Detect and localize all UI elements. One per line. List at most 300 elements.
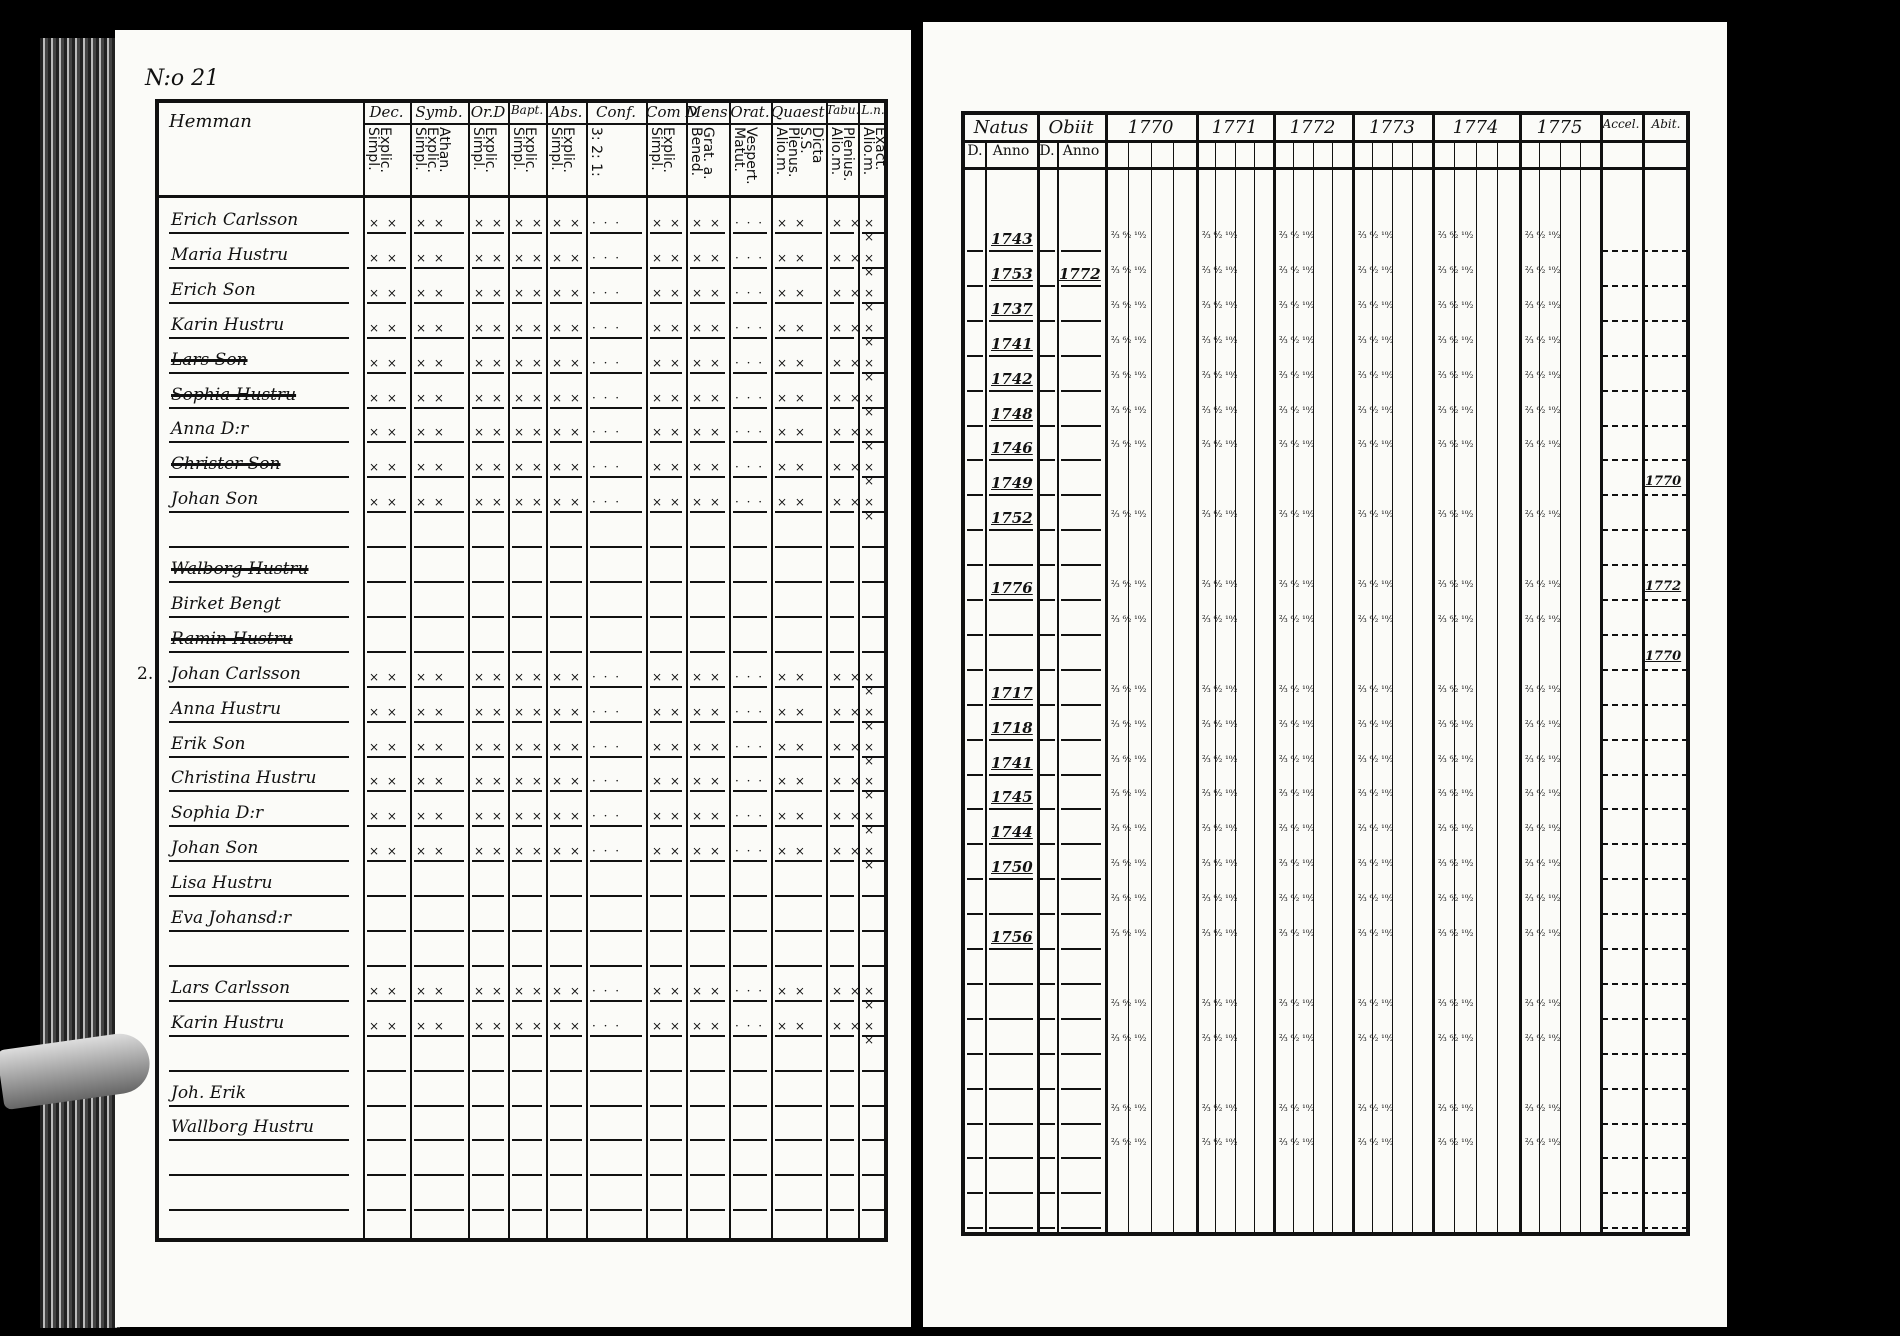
tally-mark: × × <box>552 495 582 510</box>
tally-mark: × × <box>552 739 582 754</box>
cell-underline <box>367 1139 406 1141</box>
exam-tally: ⅔ ⁶⁄₂ ¹⁰⁄₂ <box>1438 335 1474 346</box>
row-underline <box>1602 355 1688 357</box>
row-underline <box>1061 634 1101 636</box>
column-divider <box>1037 115 1040 1232</box>
tally-mark: × × <box>416 425 446 440</box>
cell-underline <box>590 790 642 792</box>
exam-tally: ⅔ ⁶⁄₂ ¹⁰⁄₂ <box>1525 929 1561 939</box>
cell-underline <box>830 1070 854 1072</box>
cell-underline <box>414 721 464 723</box>
cell-underline <box>367 721 406 723</box>
tally-mark: × × <box>474 285 504 300</box>
column-divider <box>729 103 731 1238</box>
exam-tally: ⅔ ⁶⁄₂ ¹⁰⁄₂ <box>1202 754 1238 765</box>
cell-underline <box>367 232 406 234</box>
column-divider <box>1196 115 1199 1232</box>
cell-underline <box>472 825 504 827</box>
cell-underline <box>650 616 682 618</box>
tally-mark: × × <box>416 1018 446 1033</box>
exam-tally: ⅔ ⁶⁄₂ ¹⁰⁄₂ <box>1438 405 1474 416</box>
row-underline <box>989 1157 1033 1159</box>
row-underline <box>967 599 983 601</box>
tally-mark: × × <box>777 809 807 824</box>
column-subheader: 3: 2: 1: <box>588 127 604 177</box>
tally-mark: × × <box>416 390 446 405</box>
cell-underline <box>775 895 822 897</box>
year-subcolumn-divider <box>1173 142 1174 1232</box>
row-underline <box>967 250 983 252</box>
cell-underline <box>862 1139 884 1141</box>
row-underline <box>989 843 1033 845</box>
row-underline <box>169 616 349 618</box>
cell-underline <box>862 1070 884 1072</box>
tally-mark: × × <box>369 495 399 510</box>
cell-underline <box>550 790 582 792</box>
cell-underline <box>367 546 406 548</box>
row-underline <box>1039 808 1055 810</box>
tally-mark: × × <box>652 460 682 475</box>
cell-underline <box>472 546 504 548</box>
tally-mark: · · · <box>592 250 622 265</box>
tally-mark: × × <box>832 460 862 475</box>
exam-tally: ⅔ ⁶⁄₂ ¹⁰⁄₂ <box>1438 1138 1474 1149</box>
page-number: N:o 21 <box>145 66 220 91</box>
cell-underline <box>512 372 542 374</box>
cell-underline <box>512 1070 542 1072</box>
natus-year: 1718 <box>991 718 1033 737</box>
row-underline <box>1061 425 1101 427</box>
tally-mark: × × <box>652 1018 682 1033</box>
row-underline <box>989 599 1033 601</box>
cell-underline <box>367 1105 406 1107</box>
column-header: Quaest. <box>771 103 830 121</box>
person-name: Johan Son <box>171 489 259 510</box>
exam-tally: ⅔ ⁶⁄₂ ¹⁰⁄₂ <box>1525 510 1561 521</box>
tally-mark: × × <box>652 704 682 719</box>
cell-underline <box>367 1070 406 1072</box>
tally-mark: · · · <box>735 390 765 405</box>
tally-mark: × × <box>474 774 504 789</box>
tally-mark: × × <box>369 285 399 300</box>
cell-underline <box>830 337 854 339</box>
tally-mark: × × <box>369 844 399 859</box>
natus-year: 1744 <box>991 823 1033 842</box>
tally-mark: × × <box>652 774 682 789</box>
tally-mark: × × <box>777 460 807 475</box>
exam-tally: ⅔ ⁶⁄₂ ¹⁰⁄₂ <box>1525 789 1561 800</box>
cell-underline <box>472 1070 504 1072</box>
exam-tally: ⅔ ⁶⁄₂ ¹⁰⁄₂ <box>1358 440 1394 451</box>
exam-tally: ⅔ ⁶⁄₂ ¹⁰⁄₂ <box>1525 859 1561 870</box>
cell-underline <box>775 860 822 862</box>
cell-underline <box>733 930 767 932</box>
row-underline <box>1061 774 1101 776</box>
row-underline <box>1039 494 1055 496</box>
tally-mark: · · · <box>592 216 622 230</box>
exam-tally: ⅔ ⁶⁄₂ ¹⁰⁄₂ <box>1111 929 1147 939</box>
person-name: Anna Hustru <box>171 698 282 719</box>
tally-mark: · · · <box>735 216 765 230</box>
tally-mark: × × <box>552 844 582 859</box>
cell-underline <box>550 441 582 443</box>
tally-mark: · · · <box>735 669 765 684</box>
cell-underline <box>414 790 464 792</box>
row-underline <box>1602 948 1688 950</box>
cell-underline <box>550 1000 582 1002</box>
column-header: 1772 <box>1289 117 1336 138</box>
tally-mark: × × <box>832 425 862 440</box>
tally-mark: × × <box>832 355 862 370</box>
row-underline <box>1602 739 1688 741</box>
cell-underline <box>414 1105 464 1107</box>
natus-year: 1776 <box>991 579 1033 597</box>
tally-mark: × × <box>692 320 722 335</box>
row-underline <box>989 704 1033 706</box>
row-underline <box>169 651 349 653</box>
column-divider <box>546 103 548 1238</box>
tally-mark: × × <box>832 809 862 824</box>
exam-tally: ⅔ ⁶⁄₂ ¹⁰⁄₂ <box>1358 789 1394 800</box>
cell-underline <box>733 686 767 688</box>
cell-underline <box>775 651 822 653</box>
row-underline <box>1061 1053 1101 1055</box>
cell-underline <box>512 476 542 478</box>
exam-tally: ⅔ ⁶⁄₂ ¹⁰⁄₂ <box>1358 998 1394 1009</box>
row-underline <box>967 913 983 915</box>
row-underline <box>1602 529 1688 531</box>
row-underline <box>1602 983 1688 985</box>
cell-underline <box>512 686 542 688</box>
exam-tally: ⅔ ⁶⁄₂ ¹⁰⁄₂ <box>1111 1103 1147 1114</box>
person-name: Birket Bengt <box>171 593 281 614</box>
register-table <box>961 111 1690 1236</box>
tally-mark: × × <box>416 285 446 300</box>
cell-underline <box>830 825 854 827</box>
row-underline <box>1039 704 1055 706</box>
cell-underline <box>690 965 725 967</box>
tally-mark: × × <box>552 390 582 405</box>
tally-mark: · · · <box>735 844 765 859</box>
natus-year: 1743 <box>991 230 1033 248</box>
exam-tally: ⅔ ⁶⁄₂ ¹⁰⁄₂ <box>1438 440 1474 451</box>
exam-tally: ⅔ ⁶⁄₂ ¹⁰⁄₂ <box>1358 859 1394 870</box>
tally-mark: · · · <box>592 809 622 824</box>
tally-mark: × × <box>474 460 504 475</box>
tally-mark: · · · <box>592 425 622 440</box>
cell-underline <box>590 1209 642 1211</box>
cell-underline <box>733 790 767 792</box>
row-underline <box>1061 878 1101 880</box>
cell-underline <box>590 756 642 758</box>
row-underline <box>989 285 1033 287</box>
column-divider <box>646 103 648 1238</box>
cell-underline <box>690 790 725 792</box>
natus-year: 1737 <box>991 299 1033 318</box>
tally-mark: · · · <box>592 390 622 405</box>
row-underline <box>967 808 983 810</box>
tally-mark: · · · <box>735 460 765 475</box>
tally-mark: · · · <box>735 983 765 998</box>
cell-underline <box>650 511 682 513</box>
cell-underline <box>830 372 854 374</box>
cell-underline <box>550 337 582 339</box>
column-header: Accel. <box>1602 117 1640 131</box>
cell-underline <box>414 1139 464 1141</box>
tally-mark: × × <box>864 669 877 698</box>
person-name: Karin Hustru <box>171 1012 285 1033</box>
tally-mark: × × <box>369 390 399 405</box>
cell-underline <box>367 511 406 513</box>
cell-underline <box>512 860 542 862</box>
right-page <box>923 22 1727 1327</box>
row-underline <box>967 669 983 671</box>
row-underline <box>1061 1157 1101 1159</box>
column-subheader: Explic. Simpl. <box>648 127 676 173</box>
tally-mark: × × <box>369 250 399 265</box>
person-name: Johan Son <box>171 838 259 859</box>
tally-mark: × × <box>864 1018 877 1047</box>
tally-mark: × × <box>474 320 504 335</box>
cell-underline <box>472 1139 504 1141</box>
tally-mark: × × <box>369 425 399 440</box>
exam-tally: ⅔ ⁶⁄₂ ¹⁰⁄₂ <box>1202 614 1238 625</box>
cell-underline <box>733 441 767 443</box>
cell-underline <box>830 930 854 932</box>
row-underline <box>169 686 349 688</box>
tally-mark: × × <box>652 355 682 370</box>
cell-underline <box>367 581 406 583</box>
row-underline <box>1602 494 1688 496</box>
tally-mark: × × <box>514 355 544 370</box>
cell-underline <box>733 1105 767 1107</box>
cell-underline <box>512 721 542 723</box>
tally-mark: × × <box>832 774 862 789</box>
cell-underline <box>830 441 854 443</box>
cell-underline <box>775 1174 822 1176</box>
row-underline <box>1039 983 1055 985</box>
person-name: Lars Carlsson <box>171 977 291 998</box>
cell-underline <box>414 337 464 339</box>
row-underline <box>1061 1192 1101 1194</box>
row-underline <box>1602 1192 1688 1194</box>
exam-tally: ⅔ ⁶⁄₂ ¹⁰⁄₂ <box>1358 894 1394 905</box>
row-underline <box>1061 739 1101 741</box>
cell-underline <box>862 616 884 618</box>
cell-underline <box>862 965 884 967</box>
row-underline <box>967 739 983 741</box>
row-underline <box>989 355 1033 357</box>
row-underline <box>1039 1227 1055 1229</box>
row-underline <box>169 232 349 234</box>
cell-underline <box>550 581 582 583</box>
cell-underline <box>472 267 504 269</box>
row-underline <box>1039 564 1055 566</box>
cell-underline <box>830 511 854 513</box>
cell-underline <box>414 1209 464 1211</box>
row-underline <box>1039 1018 1055 1020</box>
row-underline <box>1061 843 1101 845</box>
tally-mark: × × <box>514 425 544 440</box>
tally-mark: × × <box>474 1018 504 1033</box>
cell-underline <box>830 686 854 688</box>
cell-underline <box>830 476 854 478</box>
tally-mark: × × <box>692 704 722 719</box>
tally-mark: × × <box>652 983 682 998</box>
row-underline <box>169 1105 349 1107</box>
cell-underline <box>650 302 682 304</box>
tally-mark: × × <box>416 320 446 335</box>
exam-tally: ⅔ ⁶⁄₂ ¹⁰⁄₂ <box>1202 300 1238 311</box>
cell-underline <box>414 1070 464 1072</box>
exam-tally: ⅔ ⁶⁄₂ ¹⁰⁄₂ <box>1111 510 1147 521</box>
row-underline <box>1039 843 1055 845</box>
tally-mark: × × <box>692 739 722 754</box>
cell-underline <box>775 721 822 723</box>
natus-year: 1746 <box>991 439 1033 458</box>
cell-underline <box>830 721 854 723</box>
cell-underline <box>472 965 504 967</box>
person-name: Sophia Hustru <box>171 384 297 405</box>
tally-mark: · · · <box>735 425 765 440</box>
row-underline <box>169 267 349 269</box>
cell-underline <box>414 267 464 269</box>
cell-underline <box>733 511 767 513</box>
cell-underline <box>775 616 822 618</box>
tally-mark: × × <box>832 983 862 998</box>
cell-underline <box>367 895 406 897</box>
exam-tally: ⅔ ⁶⁄₂ ¹⁰⁄₂ <box>1111 824 1147 835</box>
exam-tally: ⅔ ⁶⁄₂ ¹⁰⁄₂ <box>1279 440 1315 451</box>
exam-tally: ⅔ ⁶⁄₂ ¹⁰⁄₂ <box>1525 719 1561 730</box>
cell-underline <box>512 581 542 583</box>
row-underline <box>169 860 349 862</box>
exam-tally: ⅔ ⁶⁄₂ ¹⁰⁄₂ <box>1202 719 1238 730</box>
cell-underline <box>512 337 542 339</box>
cell-underline <box>650 407 682 409</box>
row-underline <box>967 459 983 461</box>
cell-underline <box>550 267 582 269</box>
cell-underline <box>590 1035 642 1037</box>
tally-mark: × × <box>652 739 682 754</box>
column-header: Or.D <box>470 103 506 121</box>
exam-tally: ⅔ ⁶⁄₂ ¹⁰⁄₂ <box>1279 1138 1315 1149</box>
tally-mark: × × <box>652 425 682 440</box>
column-header: Obiit <box>1048 117 1094 138</box>
exam-tally: ⅔ ⁶⁄₂ ¹⁰⁄₂ <box>1279 824 1315 835</box>
row-underline <box>1039 1053 1055 1055</box>
row-underline <box>1039 390 1055 392</box>
person-name: Joh. Erik <box>171 1082 247 1103</box>
cell-underline <box>590 372 642 374</box>
tally-mark: × × <box>692 669 722 684</box>
tally-mark: × × <box>552 704 582 719</box>
cell-underline <box>590 581 642 583</box>
tally-mark: × × <box>369 669 399 684</box>
cell-underline <box>512 651 542 653</box>
column-header: 1774 <box>1452 117 1499 138</box>
exam-tally: ⅔ ⁶⁄₂ ¹⁰⁄₂ <box>1358 1103 1394 1114</box>
cell-underline <box>690 1174 725 1176</box>
column-divider <box>1519 115 1522 1232</box>
person-name: Sophia D:r <box>171 803 264 824</box>
tally-mark: × × <box>864 704 877 733</box>
exam-tally: ⅔ ⁶⁄₂ ¹⁰⁄₂ <box>1358 824 1394 835</box>
tally-mark: × × <box>552 425 582 440</box>
tally-mark: · · · <box>735 495 765 510</box>
row-underline <box>1039 1157 1055 1159</box>
tally-mark: · · · <box>592 460 622 475</box>
cell-underline <box>775 756 822 758</box>
exam-tally: ⅔ ⁶⁄₂ ¹⁰⁄₂ <box>1358 231 1394 241</box>
cell-underline <box>690 372 725 374</box>
cell-underline <box>512 1000 542 1002</box>
exam-tally: ⅔ ⁶⁄₂ ¹⁰⁄₂ <box>1438 580 1474 590</box>
column-header: Mens. <box>686 103 733 121</box>
cell-underline <box>367 930 406 932</box>
exam-tally: ⅔ ⁶⁄₂ ¹⁰⁄₂ <box>1525 335 1561 346</box>
exam-tally: ⅔ ⁶⁄₂ ¹⁰⁄₂ <box>1438 614 1474 625</box>
tally-mark: × × <box>514 669 544 684</box>
cell-underline <box>650 441 682 443</box>
natus-year: 1745 <box>991 788 1033 807</box>
exam-tally: ⅔ ⁶⁄₂ ¹⁰⁄₂ <box>1438 510 1474 521</box>
cell-underline <box>414 546 464 548</box>
cell-underline <box>512 790 542 792</box>
row-underline <box>1039 425 1055 427</box>
tally-mark: × × <box>369 320 399 335</box>
row-underline <box>1602 599 1688 601</box>
exam-tally: ⅔ ⁶⁄₂ ¹⁰⁄₂ <box>1111 754 1147 765</box>
examination-table <box>137 99 888 1242</box>
cell-underline <box>775 232 822 234</box>
tally-mark: · · · <box>735 809 765 824</box>
row-underline <box>1061 1018 1101 1020</box>
cell-underline <box>690 546 725 548</box>
exam-tally: ⅔ ⁶⁄₂ ¹⁰⁄₂ <box>1525 998 1561 1009</box>
tally-mark: × × <box>514 390 544 405</box>
cell-underline <box>830 1209 854 1211</box>
tally-mark: · · · <box>592 739 622 754</box>
exam-tally: ⅔ ⁶⁄₂ ¹⁰⁄₂ <box>1525 824 1561 835</box>
row-underline <box>1602 704 1688 706</box>
cell-underline <box>414 372 464 374</box>
row-underline <box>989 878 1033 880</box>
row-underline <box>1602 390 1688 392</box>
row-underline <box>169 1035 349 1037</box>
tally-mark: × × <box>832 844 862 859</box>
tally-mark: · · · <box>592 704 622 719</box>
tally-mark: × × <box>514 250 544 265</box>
exam-tally: ⅔ ⁶⁄₂ ¹⁰⁄₂ <box>1111 684 1147 695</box>
row-underline <box>989 459 1033 461</box>
cell-underline <box>733 1139 767 1141</box>
row-underline <box>1602 878 1688 880</box>
row-underline <box>989 808 1033 810</box>
cell-underline <box>775 965 822 967</box>
natus-year: 1717 <box>991 683 1033 702</box>
cell-underline <box>512 267 542 269</box>
tally-mark: × × <box>864 216 877 244</box>
exam-tally: ⅔ ⁶⁄₂ ¹⁰⁄₂ <box>1438 719 1474 730</box>
cell-underline <box>690 1000 725 1002</box>
cell-underline <box>650 581 682 583</box>
tally-mark: × × <box>474 425 504 440</box>
tally-mark: × × <box>777 739 807 754</box>
tally-mark: × × <box>416 844 446 859</box>
cell-underline <box>414 860 464 862</box>
tally-mark: × × <box>692 250 722 265</box>
